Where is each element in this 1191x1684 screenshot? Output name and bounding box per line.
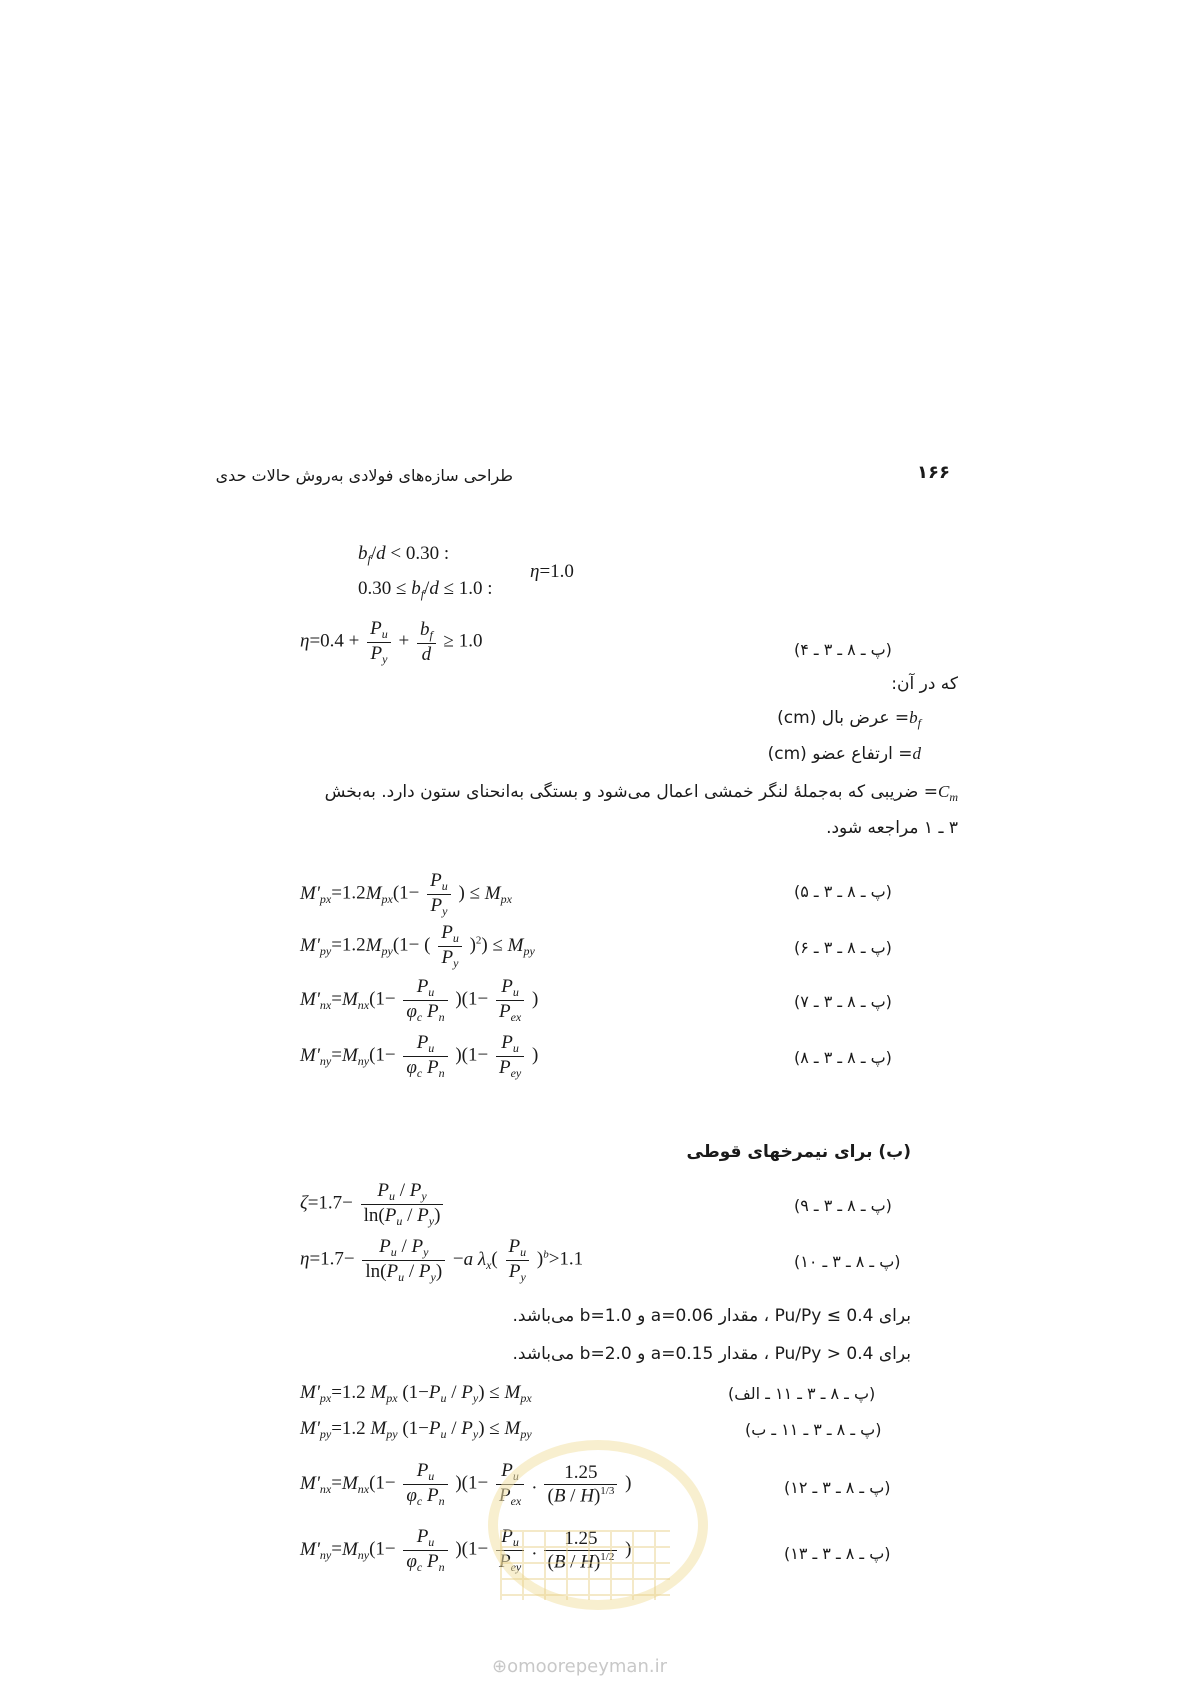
condition-b-text: برای 0.4 < Pu/Py ، مقدار a=0.15 و b=2.0 می‌باشد. bbox=[512, 1344, 911, 1364]
equation-5: $M'_{px}=1.2M_{px}(1-$ $\frac{P_u}{P_y}$ ) ≤ $M_{px}$ bbox=[300, 870, 512, 918]
equation-9-label: (پ ـ ۸ ـ ۳ ـ ۹) bbox=[794, 1196, 892, 1215]
equation-5-label: (پ ـ ۸ ـ ۳ ـ ۵) bbox=[794, 882, 892, 901]
definition-bf: $b_f=$ عرض بال (cm) bbox=[777, 708, 921, 730]
equation-12-label: (پ ـ ۸ ـ ۳ ـ ۱۲) bbox=[784, 1478, 891, 1497]
equation-11a-label: (پ ـ ۸ ـ ۳ ـ ۱۱ ـ الف) bbox=[728, 1384, 876, 1403]
condition-a-text: برای 0.4 ≥ Pu/Py ، مقدار a=0.06 و b=1.0 می‌باشد. bbox=[512, 1306, 911, 1326]
definition-cm-continued: ۳ ـ ۱ مراجعه شود. bbox=[826, 818, 958, 838]
equation-11b: $M'_{py}=1.2$ $M_{py}$ $(1-P_u / P_y) \le M_{py}$ bbox=[300, 1418, 532, 1441]
equation-8: $M'_{ny}=M_{ny}(1-$ $\frac{P_u}{\varphi_c P_n}$ )(1− $\frac{P_u}{P_{ey}}$ ) bbox=[300, 1032, 539, 1080]
equation-12: $M'_{nx}=M_{nx}(1-$ $\frac{P_u}{\varphi_c P_n}$ )(1− $\frac{P_u}{P_{ex}}$ . $\frac{1.25}{(B / H)^{1/3}}$ ) bbox=[300, 1460, 632, 1508]
page-number: ۱۶۶ bbox=[917, 462, 950, 483]
equation-10: η=1.7− $\frac{P_u / P_y}{\ln(P_u / P_y)}$ −a $\lambda_x$( $\frac{P_u}{P_y}$ )$^b$>1.1 bbox=[300, 1236, 584, 1284]
condition-2: $0.30 \le b_f/d \le 1.0$ : bbox=[358, 578, 493, 601]
where-label: که در آن: bbox=[891, 674, 958, 694]
eta-equals: η=1.0 bbox=[530, 561, 574, 582]
condition-1: $b_f/d < 0.30$ : bbox=[358, 543, 450, 566]
watermark-site: ⊕omoorepeyman.ir bbox=[492, 1656, 667, 1677]
equation-7: $M'_{nx}=M_{nx}(1-$ $\frac{P_u}{\varphi_c P_n}$ )(1− $\frac{P_u}{P_{ex}}$ ) bbox=[300, 976, 539, 1024]
equation-4-label: (پ ـ ۸ ـ ۳ ـ ۴) bbox=[794, 640, 892, 659]
equation-4: η=0.4 + $\frac{P_u}{P_y}$ + $\frac{b_f}{d}$ ≥ 1.0 bbox=[300, 618, 483, 666]
equation-13: $M'_{ny}=M_{ny}(1-$ $\frac{P_u}{\varphi_c P_n}$ )(1− $\frac{P_u}{P_{ey}}$ . $\frac{1.25}{(B / H)^{1/2}}$ ) bbox=[300, 1526, 632, 1574]
definition-cm: $C_m=$ ضریبی که به‌جملهٔ لنگر خمشی اعمال می‌شود و بستگی به‌انحنای ستون دارد. به‌بخش bbox=[324, 782, 958, 804]
equation-6-label: (پ ـ ۸ ـ ۳ ـ ۶) bbox=[794, 938, 892, 957]
equation-9: ζ=1.7− $\frac{P_u / P_y}{\ln(P_u / P_y)}$ bbox=[300, 1180, 446, 1229]
equation-7-label: (پ ـ ۸ ـ ۳ ـ ۷) bbox=[794, 992, 892, 1011]
section-b-title: (ب) برای نیمرخهای قوطی bbox=[686, 1142, 911, 1162]
equation-11b-label: (پ ـ ۸ ـ ۳ ـ ۱۱ ـ ب) bbox=[745, 1420, 882, 1439]
equation-13-label: (پ ـ ۸ ـ ۳ ـ ۱۳) bbox=[784, 1544, 891, 1563]
equation-6: $M'_{py}=1.2M_{py}(1-$ ( $\frac{P_u}{P_y}$ )$^2) \le M_{py}$ bbox=[300, 922, 535, 970]
watermark-grid bbox=[500, 1530, 670, 1600]
equation-11a: $M'_{px}=1.2$ $M_{px}$ $(1-P_u / P_y) \le M_{px}$ bbox=[300, 1382, 532, 1405]
running-title: طراحی سازه‌های فولادی به‌روش حالات حدی bbox=[215, 466, 513, 485]
globe-icon: ⊕ bbox=[492, 1656, 508, 1677]
equation-8-label: (پ ـ ۸ ـ ۳ ـ ۸) bbox=[794, 1048, 892, 1067]
equation-10-label: (پ ـ ۸ ـ ۳ ـ ۱۰) bbox=[794, 1252, 901, 1271]
definition-d: d= ارتفاع عضو (cm) bbox=[767, 744, 921, 764]
